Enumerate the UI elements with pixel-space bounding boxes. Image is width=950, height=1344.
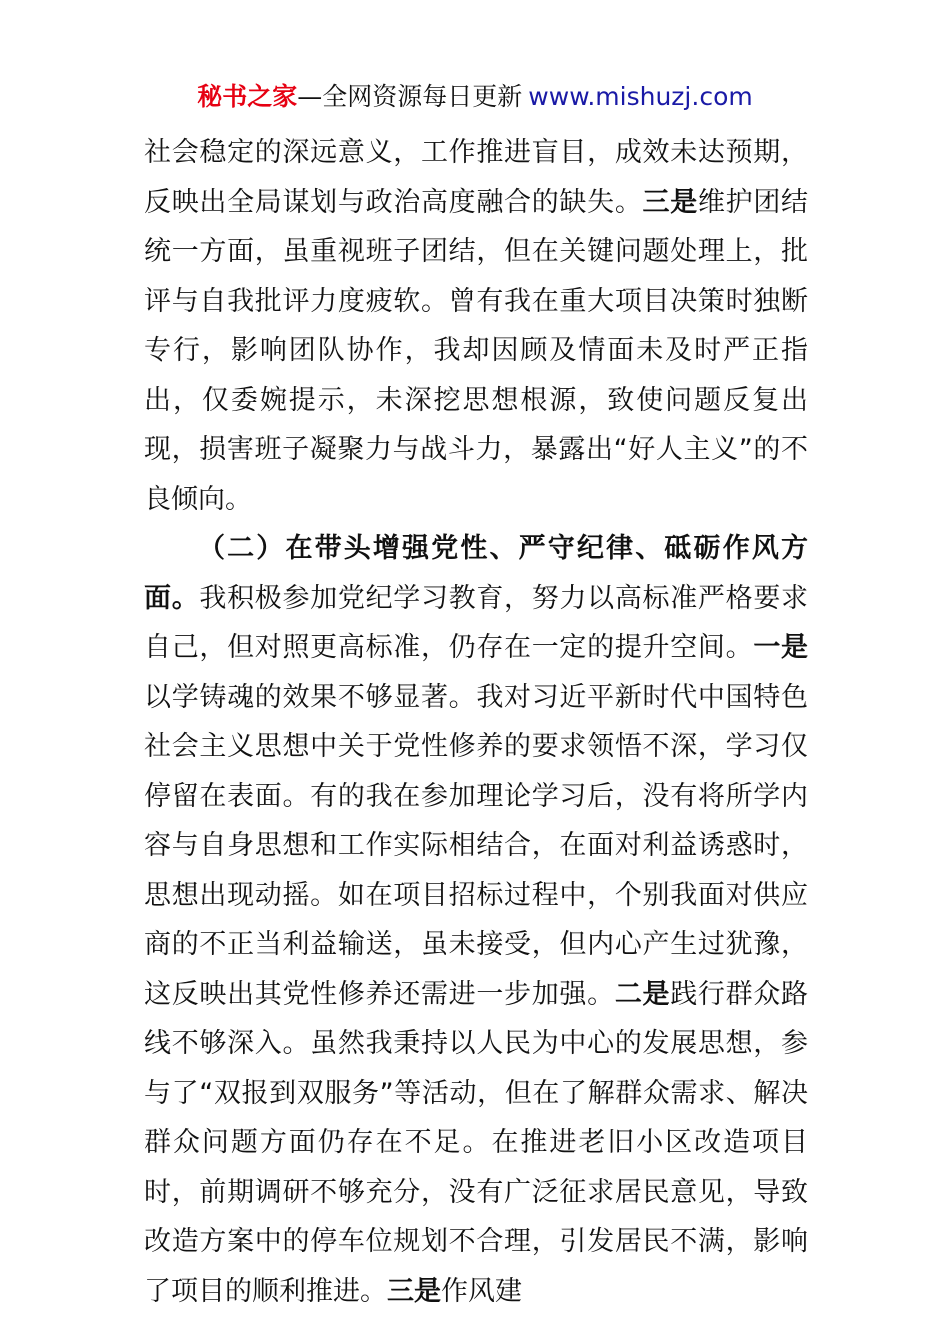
paragraph-1-text-1: 社会稳定的深远意义，工作推进盲目，成效未达预期，反映出全局谋划与政治高度融合的缺失。 — [144, 137, 808, 218]
site-header — [0, 80, 950, 114]
site-url[interactable]: www.mishuzj.com — [528, 82, 753, 111]
site-tagline: —全网资源每日更新 — [297, 82, 523, 111]
paragraph-2-text-3: 践行群众路线不够深入。虽然我秉持以人民为中心的发展思想，参与了“双报到双服务”等活动，但在了解群众需求、解决群众问题方面仍存在不足。在推进老旧小区改造项目时，前期调研不够充分，没有广泛征求居民意见，导致改造方案中的停车位规划不合理，引发居民不满，影响了项目的顺利推进。 — [144, 978, 809, 1307]
paragraph-2-emphasis-2: 二是 — [614, 978, 671, 1010]
section-heading: （二）在带头增强党性、严守纪律、砥砺作风方面。 — [144, 533, 808, 614]
paragraph-1 — [144, 128, 808, 524]
paragraph-2-emphasis-1: 一是 — [753, 632, 809, 663]
paragraph-2-text-4: 作风建 — [441, 1275, 522, 1307]
paragraph-2-emphasis-3: 三是 — [387, 1275, 441, 1307]
paragraph-2 — [144, 524, 808, 1316]
paragraph-2-text-2: 以学铸魂的效果不够显著。我对习近平新时代中国特色社会主义思想中关于党性修养的要求领悟不深，学习仅停留在表面。有的我在参加理论学习后，没有将所学内容与自身思想和工作实际相结合，在面对利益诱惑时，思想出现动摇。如在项目招标过程中，个别我面对供应商的不正当利益输送，虽未接受，但内心产生过犹豫，这反映出其党性修养还需进一步加强。 — [144, 681, 808, 1010]
site-brand: 秘书之家 — [197, 82, 298, 111]
paragraph-1-text-2: 维护团结统一方面，虽重视班子团结，但在关键问题处理上，批评与自我批评力度疲软。曾有我在重大项目决策时独断专行，影响团队协作，我却因顾及情面未及时严正指出，仅委婉提示，未深挖思想根源，致使问题反复出现，损害班子凝聚力与战斗力，暴露出“好人主义”的不良倾向。 — [144, 186, 809, 515]
document-body — [144, 128, 808, 1316]
paragraph-1-emphasis-1: 三是 — [642, 186, 698, 218]
paragraph-2-text-1: 我积极参加党纪学习教育，努力以高标准严格要求自己，但对照更高标准，仍存在一定的提升空间。 — [144, 582, 809, 663]
